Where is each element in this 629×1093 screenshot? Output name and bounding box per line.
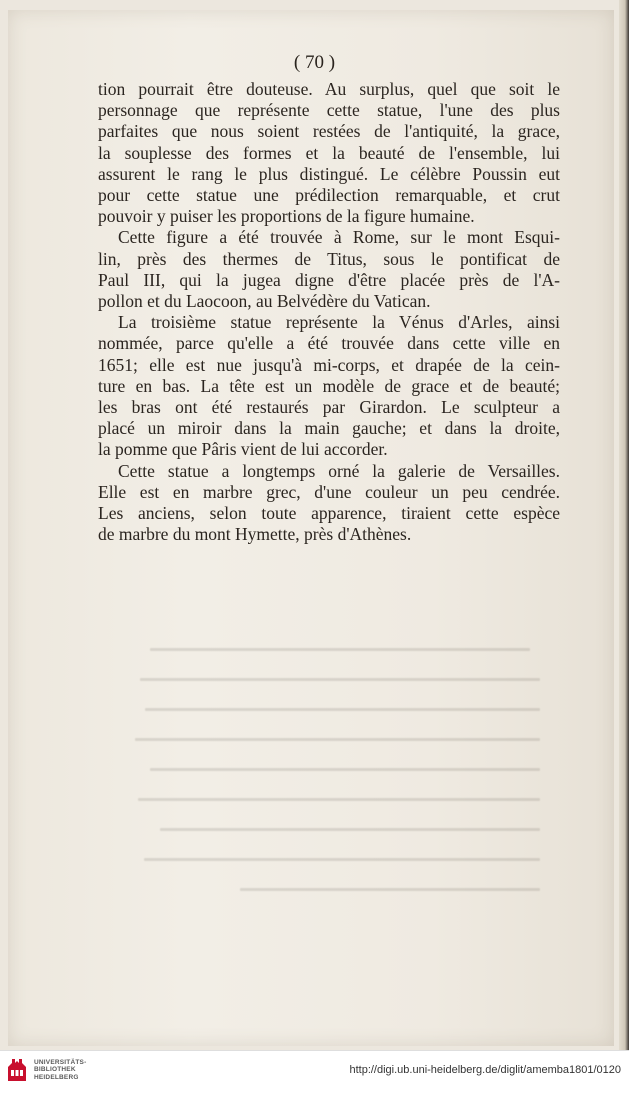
text-line: Paul III, qui la jugea digne d'être placée près de l'A- — [98, 269, 560, 290]
university-library-heidelberg-logo-icon — [6, 1057, 28, 1083]
bleed-lines — [120, 640, 540, 920]
logo-text-line: HEIDELBERG — [34, 1073, 79, 1081]
text-line: 1651; elle est nue jusqu'à mi-corps, et drapée de la cein- — [98, 354, 560, 375]
text-line: tion pourrait être douteuse. Au surplus, quel que soit le — [98, 79, 560, 99]
paragraph-2 — [98, 227, 560, 312]
text-line: les bras ont été restaurés par Girardon. Le sculpteur a — [98, 397, 560, 418]
viewer-footer — [0, 1050, 629, 1093]
text-line: pour cette statue une prédilection remarquable, et crut — [98, 185, 560, 206]
text-line: la souplesse des formes et la beauté de l'ensemble, lui — [98, 142, 560, 163]
text-line: de marbre du mont Hymette, près d'Athènes. — [98, 524, 412, 545]
text-line: assurent le rang le plus distingué. Le célèbre Poussin eut — [98, 163, 560, 184]
paragraph-3 — [98, 312, 560, 460]
text-line: La troisième statue représente la Vénus d'Arles, ainsi — [118, 312, 560, 333]
text-line: Cette figure a été trouvée à Rome, sur le mont Esqui- — [118, 227, 560, 248]
library-logo[interactable] — [6, 1057, 86, 1083]
text-line: nommée, parce qu'elle a été trouvée dans cette ville en — [98, 333, 560, 354]
text-line: pollon et du Laocoon, au Belvédère du Vatican. — [98, 291, 431, 312]
text-line: Elle est en marbre grec, d'une couleur un peu cendrée. — [98, 481, 560, 502]
show-through-bleed — [120, 640, 540, 920]
library-logo-text — [34, 1059, 86, 1082]
text-line: placé un miroir dans la main gauche; et dans la droite, — [98, 418, 560, 439]
text-line: personnage que représente cette statue, l'une des plus — [98, 100, 560, 121]
paragraph-1 — [98, 79, 560, 227]
text-line: Les anciens, selon toute apparence, tiraient cette espèce — [98, 503, 560, 524]
page-edge-shadow — [619, 0, 629, 1050]
text-line: pouvoir y puiser les proportions de la figure humaine. — [98, 206, 475, 227]
logo-text-line: UNIVERSITÄTS- — [34, 1058, 87, 1066]
text-line: ture en bas. La tête est un modèle de grace et de beauté; — [98, 375, 560, 396]
text-line: la pomme que Pâris vient de lui accorder. — [98, 439, 388, 460]
logo-text-line: BIBLIOTHEK — [34, 1066, 76, 1074]
page-number: ( 70 ) — [293, 52, 336, 73]
permalink-url[interactable]: http://digi.ub.uni-heidelberg.de/diglit/amemba1801/0120 — [349, 1064, 621, 1076]
page-body-text — [98, 79, 560, 545]
text-line: Cette statue a longtemps orné la galerie de Versailles. — [118, 460, 560, 481]
text-line: lin, près des thermes de Titus, sous le pontificat de — [98, 248, 560, 269]
paragraph-4 — [98, 461, 560, 546]
text-line: parfaites que nous soient restées de l'antiquité, la grace, — [98, 121, 560, 142]
